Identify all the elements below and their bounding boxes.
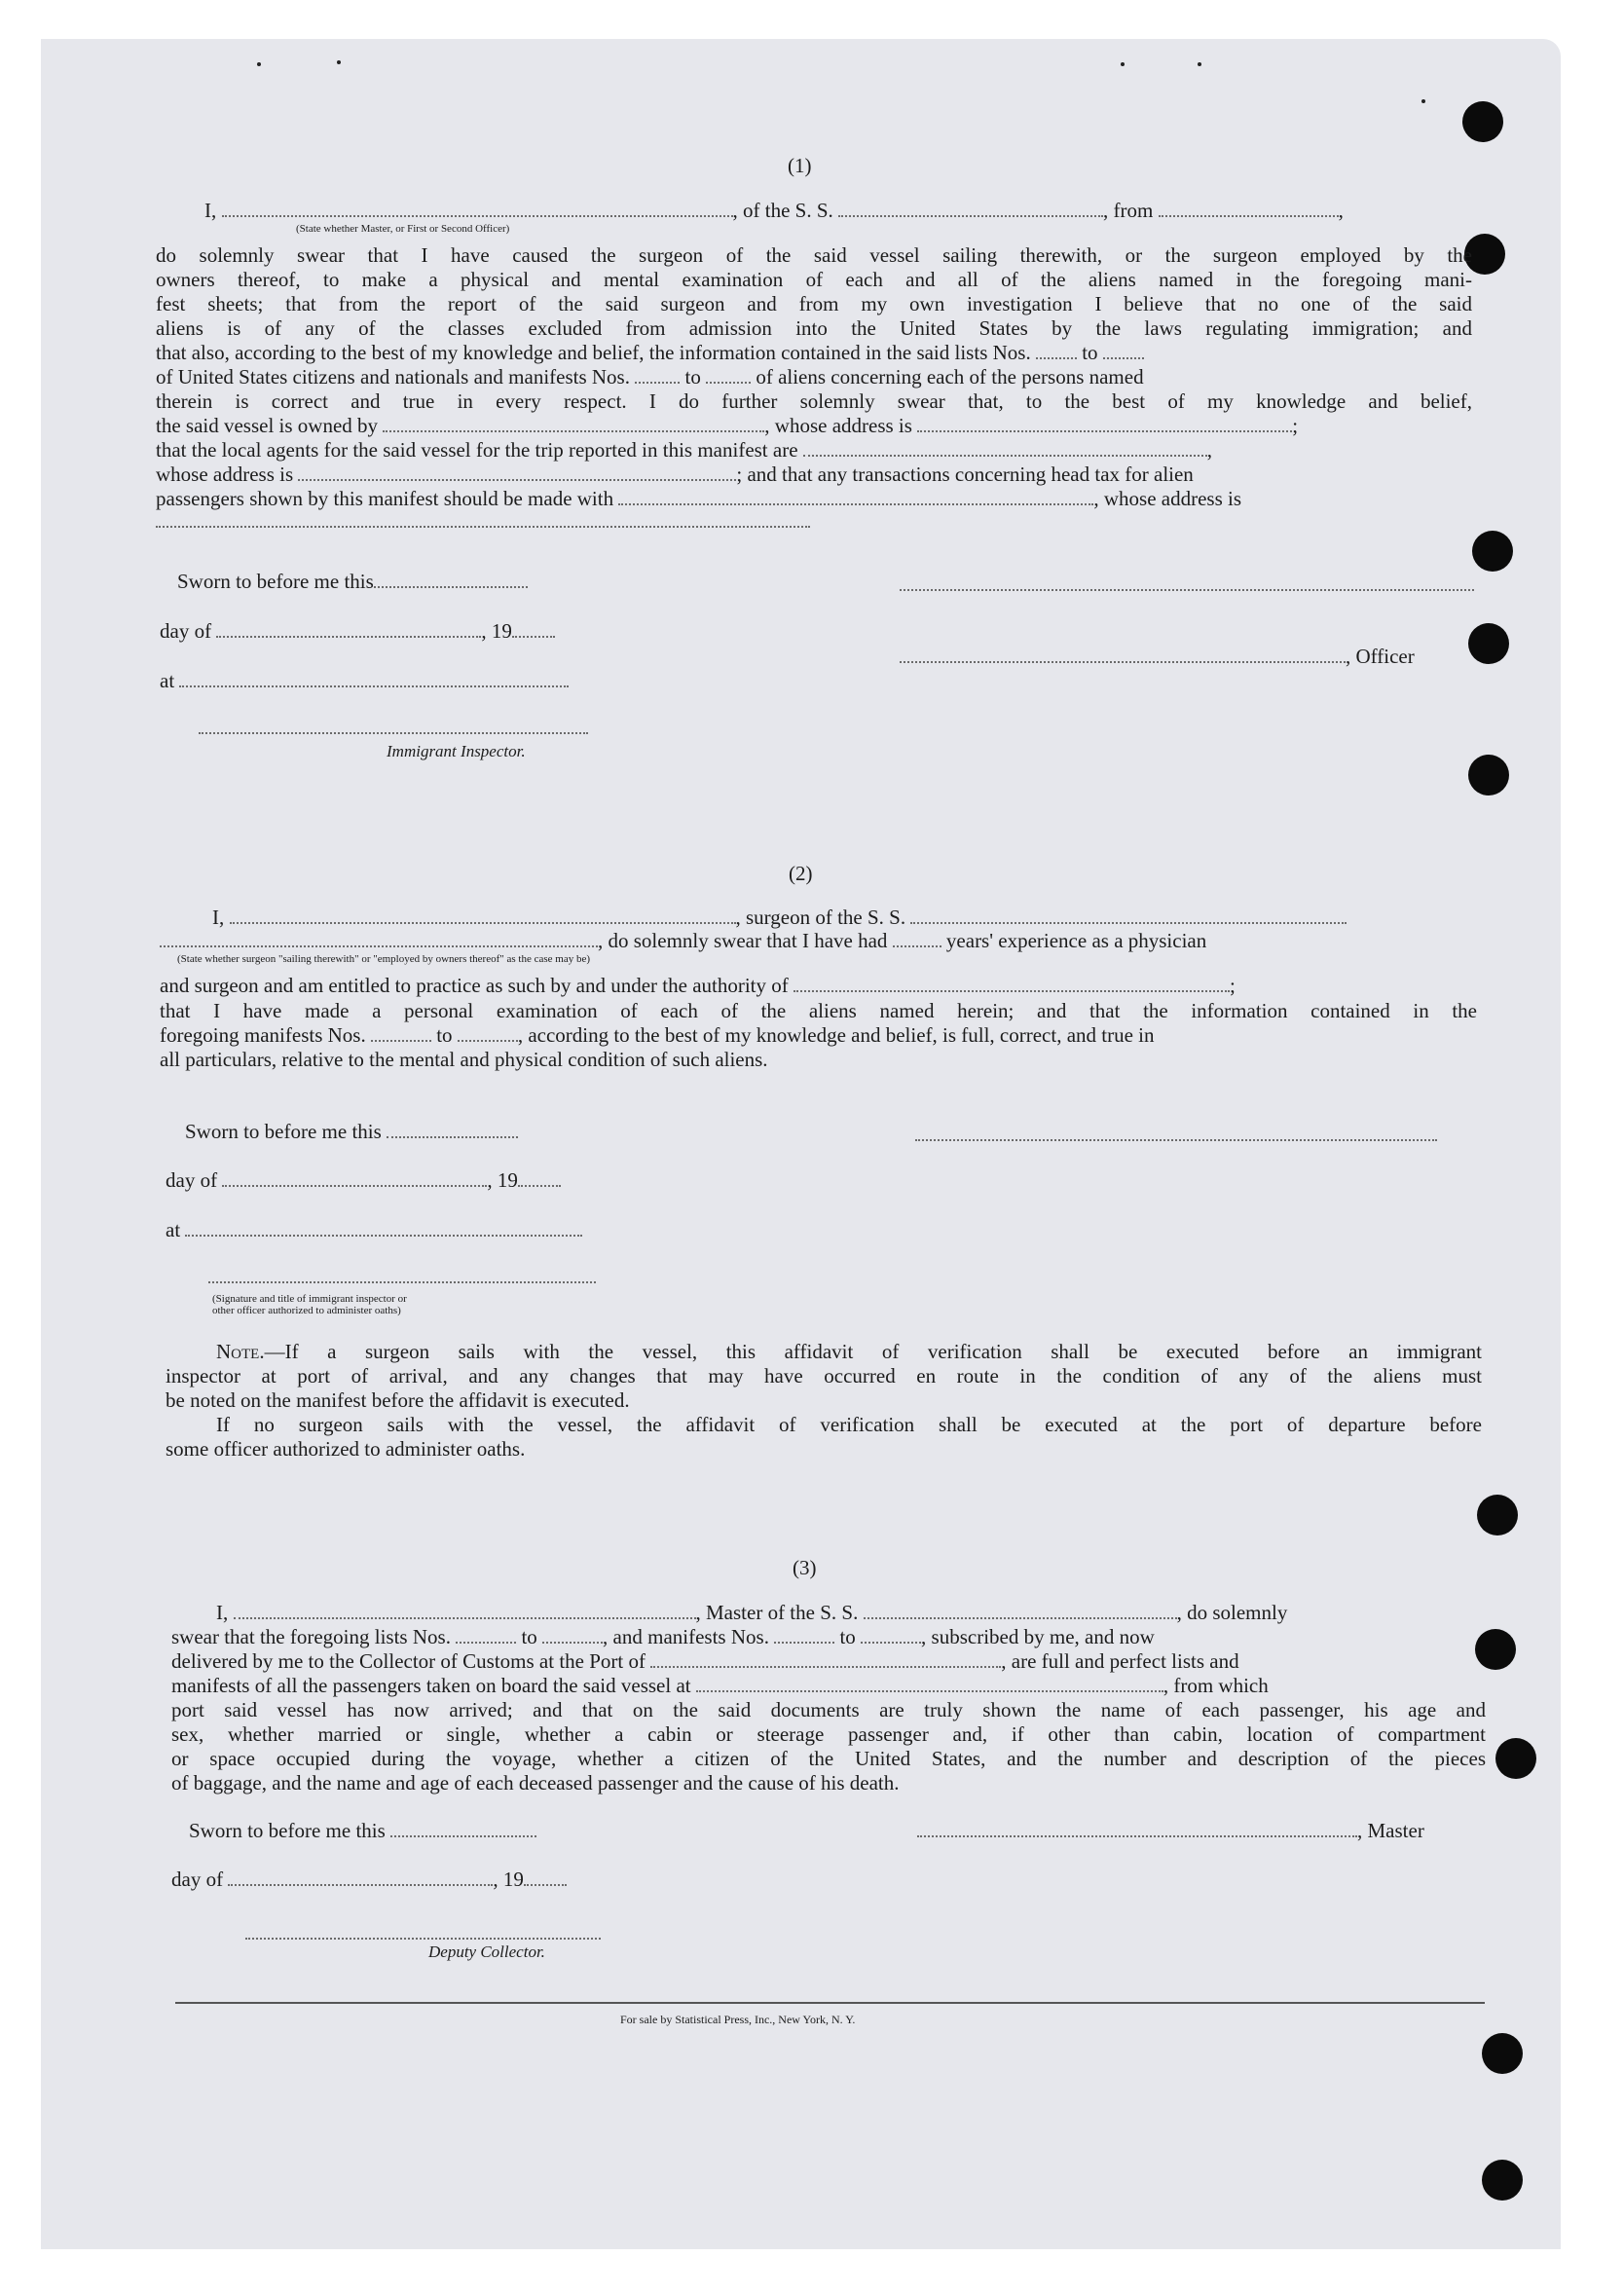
body-text: , according to the best of my knowledge and belief, is full, correct, and true in	[517, 1023, 1155, 1047]
surgeon-note: (State whether surgeon "sailing therewith" or "employed by owners thereof" as the case may be)	[177, 953, 591, 965]
to-label: to	[839, 1625, 856, 1648]
at-label: at	[166, 1218, 181, 1241]
section2-line3	[160, 974, 1236, 998]
lists-from-field[interactable]	[456, 1628, 516, 1644]
master-of-label: , Master of the S. S.	[695, 1601, 859, 1624]
punch-hole	[1468, 755, 1509, 796]
officer-name-field[interactable]	[222, 202, 733, 217]
body-text: whose address is	[156, 462, 294, 486]
body-text: ;	[1230, 974, 1236, 997]
lead: I,	[204, 199, 217, 222]
manifest-page	[41, 39, 1561, 2249]
section2-at	[166, 1218, 582, 1242]
sworn-label: Sworn to before me this	[177, 570, 374, 593]
punch-hole	[1495, 1738, 1536, 1779]
master-name-field[interactable]	[234, 1604, 696, 1619]
section3-line1	[216, 1601, 1287, 1625]
body-text: , from which	[1163, 1674, 1269, 1697]
section3-line4	[171, 1674, 1269, 1698]
day-field[interactable]	[228, 1870, 493, 1886]
speck	[1121, 62, 1125, 66]
year-label: , 19	[493, 1868, 524, 1891]
owner-field[interactable]	[383, 417, 764, 432]
day-field[interactable]	[216, 622, 481, 638]
vessel-name-field[interactable]	[910, 908, 1347, 924]
to-label: to	[684, 365, 701, 388]
from-label: , from	[1103, 199, 1154, 222]
body-text: that also, according to the best of my knowledge and belief, the information contained in the said lists Nos.	[156, 341, 1031, 364]
section1-at	[160, 669, 569, 693]
section1-line11	[156, 487, 1241, 511]
section2-sworn	[185, 1120, 518, 1144]
note-line1	[216, 1340, 1482, 1364]
of-ss-label: , of the S. S.	[732, 199, 833, 222]
solemnly-label: , do solemnly	[1176, 1601, 1288, 1624]
note-body	[166, 1364, 1482, 1413]
body-text: manifests of all the passengers taken on board the said vessel at	[171, 1674, 691, 1697]
punch-hole	[1477, 1495, 1518, 1536]
lists-to-field[interactable]	[1103, 344, 1144, 359]
body-text: ,	[1206, 438, 1213, 462]
deputy-signature-field[interactable]	[245, 1938, 601, 1940]
body-line: owners thereof, to make a physical and mental examination of each and all of the aliens named in the foregoing mani-	[156, 268, 1472, 291]
sworn-label: Sworn to before me this	[185, 1120, 382, 1143]
year-field[interactable]	[524, 1870, 567, 1886]
embark-port-field[interactable]	[696, 1677, 1163, 1692]
body-text: swear that the foregoing lists Nos.	[171, 1625, 451, 1648]
section1-line1	[204, 199, 1480, 223]
section3-line2	[171, 1625, 1155, 1649]
speck	[1198, 62, 1201, 66]
sworn-date-field[interactable]	[390, 1822, 536, 1837]
signature-note-line2: other officer authorized to administer oaths)	[212, 1305, 401, 1316]
agents-address-field[interactable]	[298, 465, 736, 481]
body-text: ; and that any transactions concerning head tax for alien	[736, 462, 1194, 486]
port-field[interactable]	[650, 1652, 1001, 1668]
years-text: years' experience as a physician	[945, 929, 1207, 952]
body-text: delivered by me to the Collector of Customs at the Port of	[171, 1649, 646, 1673]
section3-day	[171, 1868, 567, 1892]
section1-line9	[156, 438, 1212, 462]
at-label: at	[160, 669, 175, 692]
to-label: to	[1082, 341, 1098, 364]
note-line-final: some officer authorized to administer oaths.	[166, 1437, 526, 1461]
speck	[257, 62, 261, 66]
punch-hole	[1482, 2033, 1523, 2074]
officer-label: , Officer	[1346, 645, 1415, 668]
head-tax-field[interactable]	[618, 490, 1093, 505]
body-text: , subscribed by me, and now	[921, 1625, 1155, 1648]
punch-hole	[1482, 2160, 1523, 2201]
surgeon-name-field[interactable]	[230, 908, 736, 924]
section1-line7	[156, 389, 1472, 414]
officer-signature-field[interactable]	[900, 648, 1346, 663]
body-line: of baggage, and the name and age of each deceased passenger and the cause of his death.	[171, 1771, 900, 1794]
body-text: the said vessel is owned by	[156, 414, 379, 437]
at-place-field[interactable]	[185, 1221, 582, 1237]
manifests-from-field[interactable]	[774, 1628, 834, 1644]
inspector-signature-field[interactable]	[199, 732, 588, 734]
agents-field[interactable]	[803, 441, 1207, 457]
footer-rule	[175, 2002, 1485, 2004]
note-text: —If a surgeon sails with the vessel, this affidavit of verification shall be executed before an immigrant	[264, 1340, 1482, 1363]
master-signature-field[interactable]	[917, 1822, 1357, 1837]
section1-sworn	[177, 570, 528, 594]
note-line: If no surgeon sails with the vessel, the affidavit of verification shall be executed at the port of departure before	[216, 1413, 1482, 1436]
master-label: , Master	[1357, 1819, 1424, 1842]
body-text: of United States citizens and nationals and manifests Nos.	[156, 365, 630, 388]
day-of-label: day of	[160, 619, 212, 643]
section1-body	[156, 243, 1472, 341]
authority-field[interactable]	[794, 977, 1230, 992]
deputy-collector-label: Deputy Collector.	[428, 1942, 545, 1961]
body-text: , and manifests Nos.	[603, 1625, 769, 1648]
manifests-to-field[interactable]	[458, 1026, 518, 1042]
body-line: therein is correct and true in every respect. I do further solemnly swear that, to the best of my knowledge and belief,	[156, 389, 1472, 413]
body-line: fest sheets; that from the report of the said surgeon and from my own investigation I believe that no one of the said	[156, 292, 1472, 315]
section2-number: (2)	[789, 862, 813, 885]
speck	[337, 60, 341, 64]
surgeon-status-field[interactable]	[160, 932, 598, 947]
body-line: sex, whether married or single, whether a cabin or steerage passenger and, if other than cabin, location of compartment	[171, 1722, 1486, 1746]
at-place-field[interactable]	[179, 672, 569, 687]
punch-hole	[1475, 1629, 1516, 1670]
year-field[interactable]	[518, 1171, 561, 1187]
vessel-name-field[interactable]	[838, 202, 1103, 217]
body-line: or space occupied during the voyage, whether a citizen of the United States, and the number and description of the pieces	[171, 1747, 1486, 1770]
body-line: do solemnly swear that I have caused the surgeon of the said vessel sailing therewith, or the surgeon employed by the	[156, 243, 1472, 267]
section2-line2	[160, 929, 1206, 953]
section1-line6	[156, 365, 1144, 389]
section3-sworn	[189, 1819, 536, 1843]
surgeon-of-label: , surgeon of the S. S.	[735, 906, 906, 929]
section1-line10	[156, 462, 1194, 487]
section2-line5	[160, 1023, 1155, 1048]
sworn-date-field[interactable]	[387, 1123, 518, 1138]
signature-note-line1: (Signature and title of immigrant inspector or	[212, 1293, 407, 1305]
body-line: that I have made a personal examination of each of the aliens named herein; and that the information contained in the	[160, 999, 1477, 1022]
swear-text: , do solemnly swear that I have had	[598, 929, 888, 952]
section2-day	[166, 1168, 561, 1193]
from-port-field[interactable]	[1159, 202, 1339, 217]
lists-from-field[interactable]	[1036, 344, 1077, 359]
punch-hole	[1462, 101, 1503, 142]
owner-address-field[interactable]	[917, 417, 1292, 432]
body-text: , whose address is	[764, 414, 912, 437]
speck	[1421, 99, 1425, 103]
section3-line3	[171, 1649, 1239, 1674]
section3-body	[171, 1698, 1486, 1795]
year-field[interactable]	[512, 622, 555, 638]
comma: ,	[1338, 199, 1344, 222]
body-line: aliens is of any of the classes excluded from admission into the United States by the laws regulating immigration; and	[156, 316, 1472, 340]
note-label: Note.	[216, 1340, 265, 1363]
day-of-label: day of	[166, 1168, 218, 1192]
manifests-from-field[interactable]	[371, 1026, 431, 1042]
lead: I,	[216, 1601, 229, 1624]
to-label: to	[521, 1625, 537, 1648]
body-text: that the local agents for the said vessel for the trip reported in this manifest are	[156, 438, 798, 462]
day-of-label: day of	[171, 1868, 224, 1891]
punch-hole	[1472, 531, 1513, 572]
section1-line8	[156, 414, 1298, 438]
day-field[interactable]	[222, 1171, 487, 1187]
immigrant-inspector-label: Immigrant Inspector.	[387, 742, 526, 760]
body-text: foregoing manifests Nos.	[160, 1023, 366, 1047]
note-body-2	[216, 1413, 1482, 1437]
section1-day	[160, 619, 555, 644]
punch-hole	[1468, 623, 1509, 664]
years-field[interactable]	[893, 932, 941, 947]
section3-number: (3)	[793, 1556, 817, 1579]
body-text: ;	[1292, 414, 1299, 437]
section2-line4	[160, 999, 1477, 1023]
section2-line1	[212, 906, 1347, 930]
note-line: inspector at port of arrival, and any changes that may have occurred en route in the condition of any of the aliens must	[166, 1364, 1482, 1388]
body-text: , are full and perfect lists and	[1001, 1649, 1239, 1673]
to-label: to	[436, 1023, 453, 1047]
officer-note: (State whether Master, or First or Second Officer)	[296, 223, 510, 235]
section1-officer	[900, 645, 1415, 669]
inspector-signature-field[interactable]	[208, 1281, 596, 1283]
sworn-date-field[interactable]	[374, 573, 528, 588]
vessel-name-field[interactable]	[864, 1604, 1177, 1619]
address-continuation-field[interactable]	[156, 526, 810, 528]
footer-text: For sale by Statistical Press, Inc., New York, N. Y.	[620, 2013, 856, 2026]
section3-master	[917, 1819, 1424, 1843]
manifests-to-field[interactable]	[861, 1628, 921, 1644]
signature-line[interactable]	[900, 589, 1474, 591]
year-label: , 19	[487, 1168, 518, 1192]
year-label: , 19	[481, 619, 512, 643]
manifests-from-field[interactable]	[635, 368, 680, 384]
body-text: , whose address is	[1093, 487, 1242, 510]
sworn-label: Sworn to before me this	[189, 1819, 386, 1842]
section2-line6: all particulars, relative to the mental and physical condition of such aliens.	[160, 1048, 768, 1071]
lead: I,	[212, 906, 225, 929]
body-text: passengers shown by this manifest should be made with	[156, 487, 614, 510]
surgeon-signature-line[interactable]	[915, 1139, 1437, 1141]
lists-to-field[interactable]	[542, 1628, 603, 1644]
section1-number: (1)	[788, 154, 812, 177]
body-line: port said vessel has now arrived; and that on the said documents are truly shown the name of each passenger, his age and	[171, 1698, 1486, 1721]
section1-line5	[156, 341, 1144, 365]
manifests-to-field[interactable]	[706, 368, 751, 384]
body-text: of aliens concerning each of the persons named	[756, 365, 1144, 388]
note-line: be noted on the manifest before the affidavit is executed.	[166, 1388, 630, 1412]
body-text: and surgeon and am entitled to practice as such by and under the authority of	[160, 974, 789, 997]
